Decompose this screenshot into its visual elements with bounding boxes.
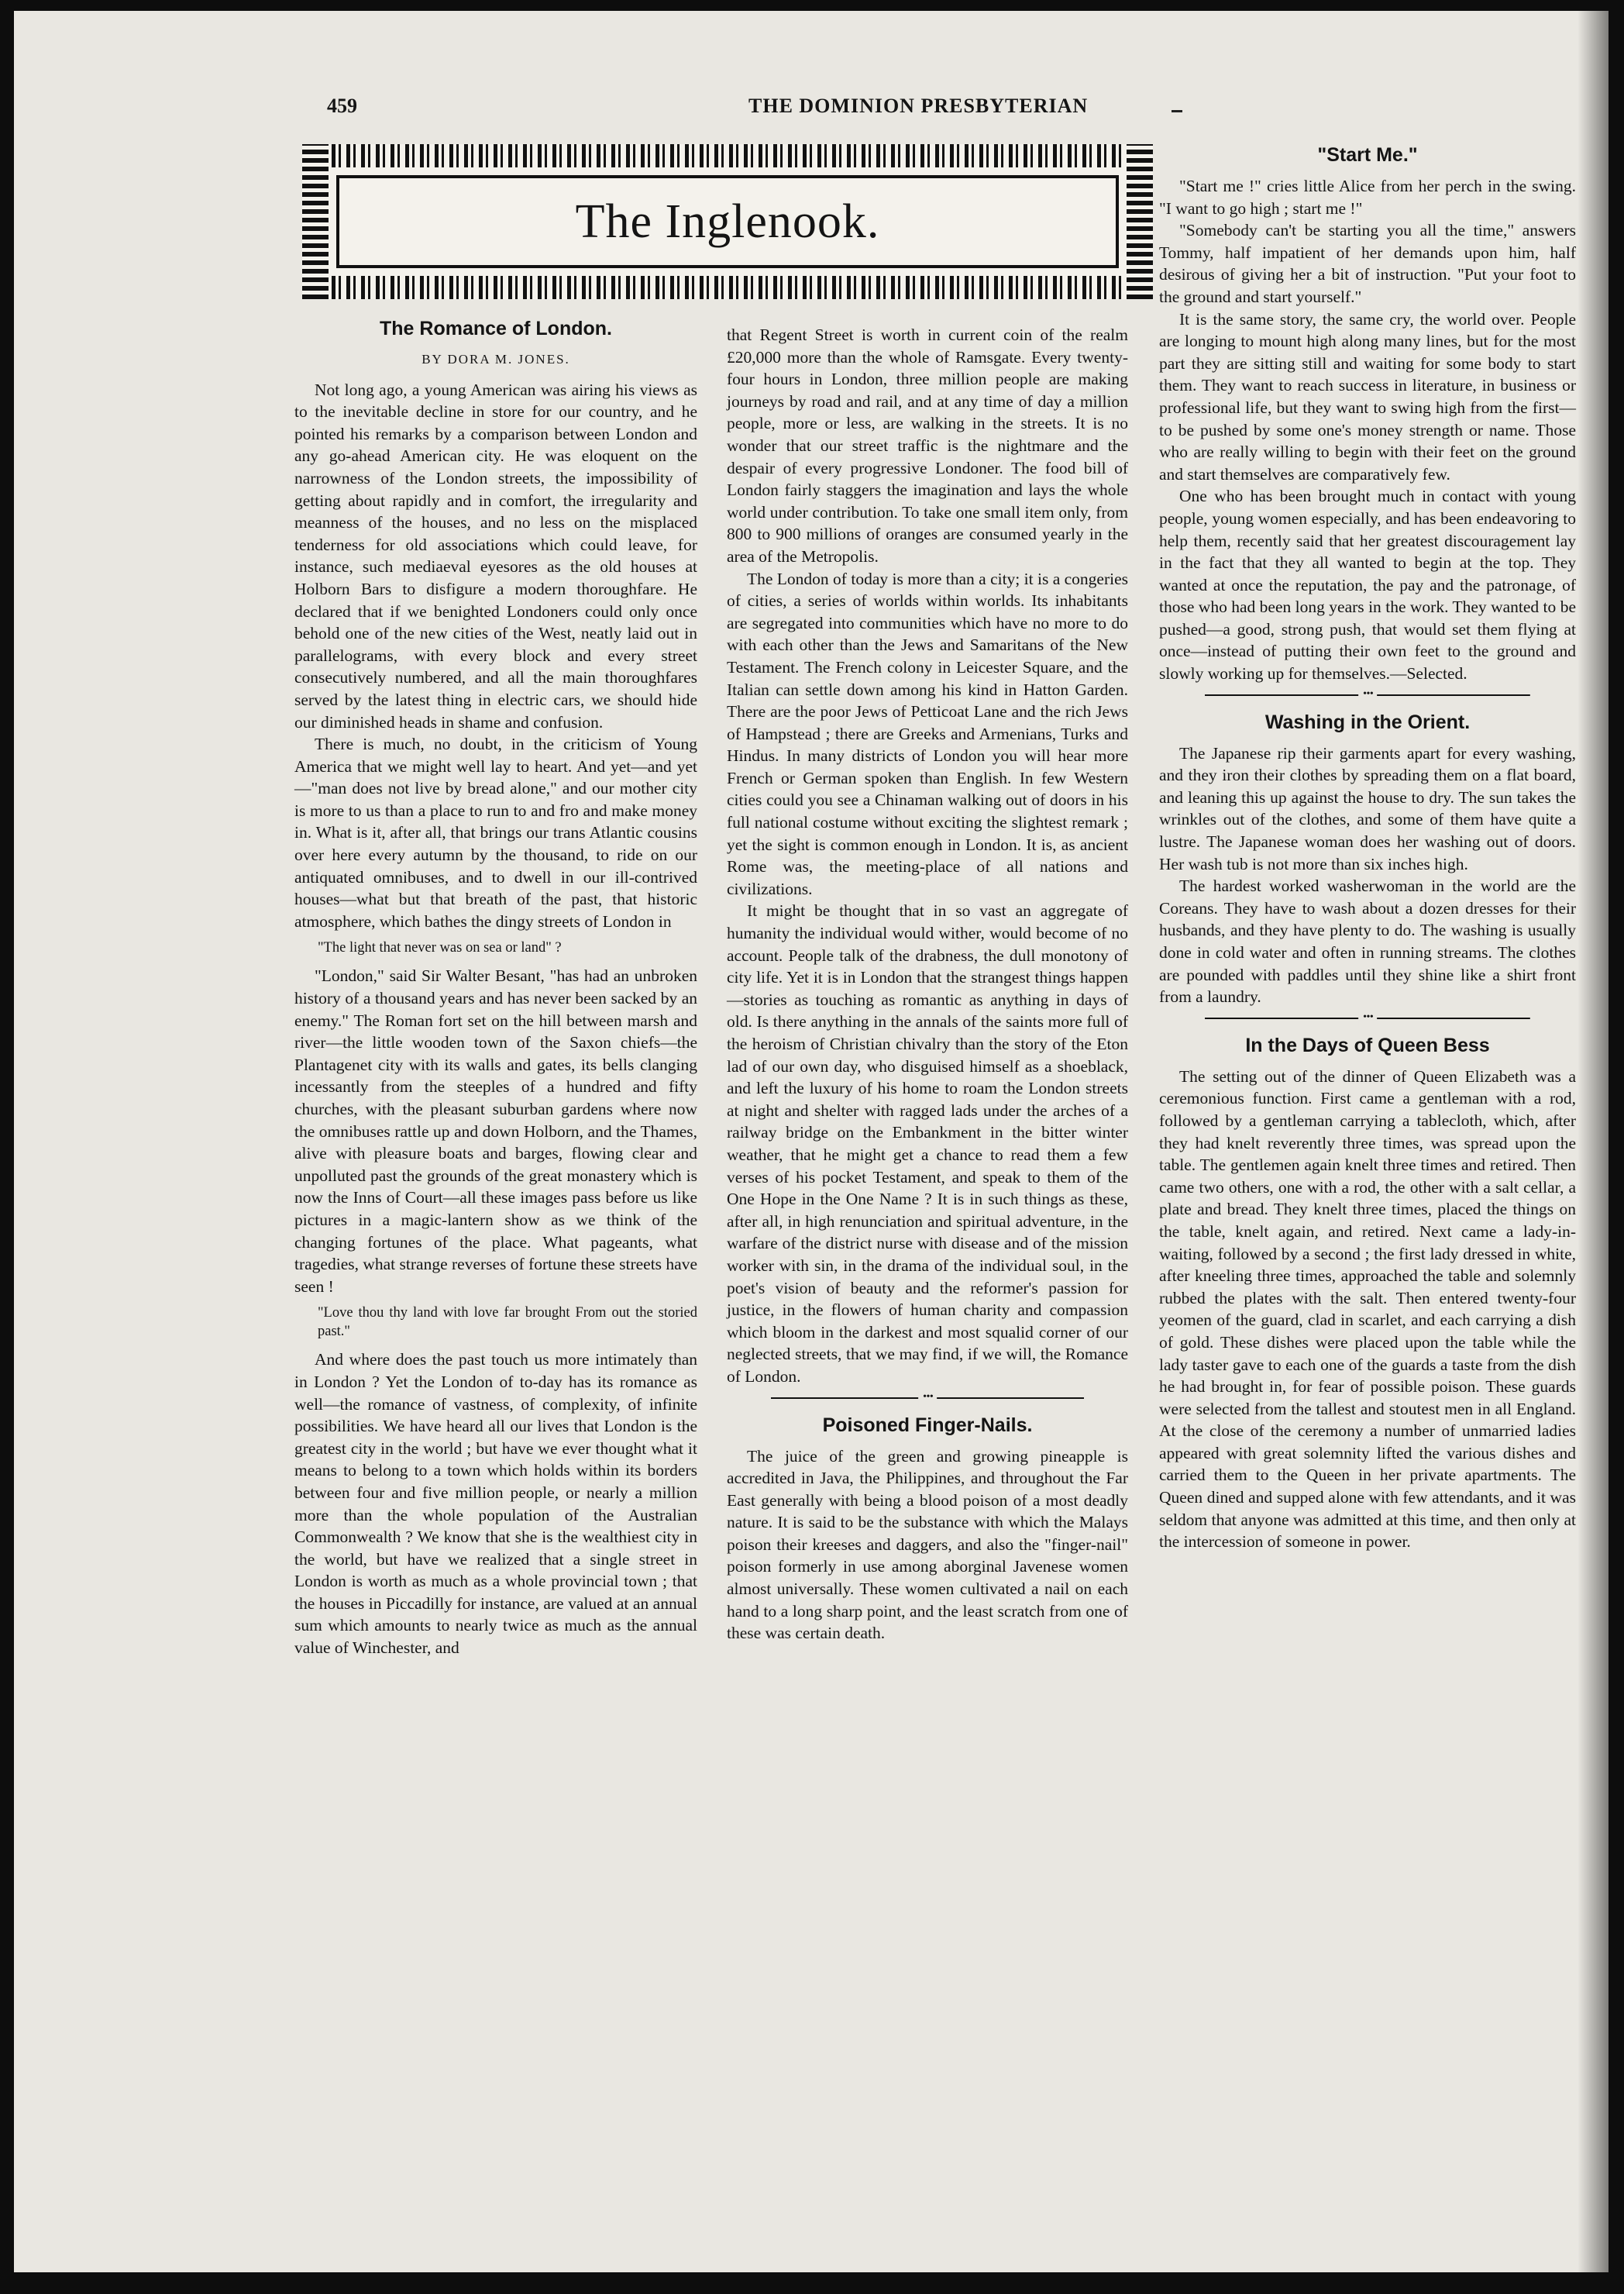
paragraph: The juice of the green and growing pineapple is accredited in Java, the Philippines, and throughout the Far East generally with being a blood poison of a most deadly nature. It is said to be the substance with which the Malays poison their kreeses and daggers, and also the "finger-nail" poison formerly in use among aborginal Javenese women almost universally. These women cultivated a nail on each hand to a long sharp point, and the least scratch from one of these was certain death. bbox=[727, 1446, 1128, 1643]
paragraph: The setting out of the dinner of Queen Elizabeth was a ceremonious function. First came a gentleman with a rod, followed by a gentleman carrying a tablecloth, which, after they had knelt reverently three times, was spread upon the table. The gentlemen again knelt three times and retired. Then came two others, one with a rod, the other with a salt cellar, a plate and bread. They knelt three times, placed the things on the table, knelt again, and retired. Next came a lady-in-waiting, followed by a second ; the first lady dressed in white, after kneeling three times, approached the table and solemnly rubbed the plates with the salt. Then entered twenty-four yeomen of the guard, clad in scarlet, and each carrying a dish of gold. These dishes were placed upon the table while the lady taster gave to each one of the guards a taste from the dish he had brought in, for fear of possible poison. These guards were selected from the tallest and stoutest men in all England. At the close of the ceremony a number of unmarried ladies appeared with great solemnity lifted the various dishes and carried them to the Queen in her private apartments. The Queen dined and supped alone with few attendants, and it was seldom that anyone was admitted at this time, and then only at the intercession of someone in power. bbox=[1159, 1066, 1576, 1552]
paragraph: It might be thought that in so vast an aggregate of humanity the individual would wither, would become of no account. People talk of the drabness, the dull monotony of city life. Yet it is in London that the strangest things happen—stories as touching as romantic as anything in days of old. Is there anything in the annals of the saints more full of the heroism of Christian chivalry than the story of the Eton lad of our own day, who disguised himself as a shoeblack, and left the luxury of his home to roam the London streets at night and shelter with ragged lads under the arches of a railway bridge on the Embankment in the bitter winter weather, that he might get a chance to read them a few verses of his pocket Testament, and speak to them of the One Hope in the One Name ? It is in such things as these, after all, in high renunciation and spiritual adventure, in the warfare of the district nurse with disease and of the mission worker with sin, in the drama of the individual soul, in the poet's vision of beauty and the reformer's passion for justice, in the flowers of human charity and compassion which bloom in the darkest and most squalid corner of our neglected streets, that we may find, if we will, the Romance of London. bbox=[727, 901, 1128, 1386]
section-divider bbox=[1205, 690, 1530, 701]
paragraph: that Regent Street is worth in current coin of the realm £20,000 more than the whole of Ramsgate. Every twenty-four hours in London, three million people are making journeys by road and rail, and at any time of day a million people, more or less, are walking in the streets. It is no wonder that our street traffic is the nightmare and the despair of every progressive Londoner. The food bill of London fairly staggers the imagination and lays the whole world under contribution. To take one small item only, from 800 to 900 millions of oranges are consumed yearly in the area of the Metropolis. bbox=[727, 326, 1128, 566]
paragraph: The Japanese rip their garments apart for every washing, and they iron their clothes by spreading them on a flat board, and leaning this up against the house to dry. The sun takes the wrinkles out of the clothes, and some of them have quite a lustre. The Japanese woman does her washing out of doors. Her wash tub is not more than six inches high. bbox=[1159, 743, 1576, 873]
article-byline: BY DORA M. JONES. bbox=[421, 352, 570, 367]
paragraph: There is much, no doubt, in the criticism of Young America that we might well lay to heart. And yet—and yet—"man does not live by bread alone," and our mother city is more to us than a place to run to and fro and make money in. What is it, after all, that brings our trans Atlantic cousins over here every autumn by the thousand, to ride on our antiquated omnibuses, and to dwell in our ill-contrived houses—what but that breath of the past, that historic atmosphere, which bathes the dingy streets of London in bbox=[294, 735, 697, 931]
ornamental-border-left bbox=[302, 144, 329, 299]
header-mark bbox=[1172, 110, 1182, 112]
section-banner bbox=[302, 144, 1153, 299]
paragraph: Not long ago, a young American was airing his views as to the inevitable decline in store for our country, and he pointed his remarks by a comparison between London and any go-ahead American city. He was eloquent on the narrowness of the London streets, the impossibility of getting about rapidly and in comfort, the irregularity and meanness of the houses, and no less on the misplaced tenderness for old associations which could leave, for instance, such mediaeval eyesores as the old houses at Holborn Bars to disfigure a modern thoroughfare. He declared that if we benighted Londoners could only once behold one of the new cities of the West, neatly laid out in parallelograms, with every block and every street consecutively numbered, and all the main thoroughfares served by the latest thing in electric cars, we should hide our diminished heads in shame and confusion. bbox=[294, 380, 697, 732]
ornamental-border-bottom bbox=[302, 276, 1153, 299]
banner-frame bbox=[336, 175, 1119, 268]
paragraph: The London of today is more than a city; it is a congeries of cities, a series of worlds within worlds. Its inhabitants are segregated into communities which have no more to do with each other than the Jews and Samaritans of the New Testament. The French colony in Leicester Square, and the Italian can settle down among his kind in Hatton Garden. There are the poor Jews of Petticoat Lane and the rich Jews of Hampstead ; there are Greeks and Armenians, Turks and Hindus. In many districts of London you will hear more French or German spoken than English. In few Western cities could you see a Chinaman walking out of doors in his full national costume without exciting the slightest remark ; yet the sight is common enough in London. It is, as ancient Rome was, the meeting-place of all nations and civilizations. bbox=[727, 569, 1128, 898]
column-3 bbox=[1159, 143, 1576, 1553]
quotation: "Love thou thy land with love far brought From out the storied past." bbox=[318, 1305, 697, 1340]
article-title-romance: The Romance of London. bbox=[380, 318, 612, 339]
section-title: The Inglenook. bbox=[575, 195, 880, 248]
paragraph: One who has been brought much in contact with young people, young women especially, and has been endeavoring to help them, recently said that her greatest discouragement lay in the fact that they all wanted to begin at the top. They wanted at once the reputation, the pay and the patronage, of those who had been long years in the work. They wanted to be pushed—a good, strong push, that would set them flying at once—instead of putting their own feet to the ground and slowly working up for themselves.—Selected. bbox=[1159, 487, 1576, 684]
page-number: 459 bbox=[327, 95, 357, 117]
article-title-washing: Washing in the Orient. bbox=[1264, 711, 1471, 733]
paragraph: And where does the past touch us more intimately than in London ? Yet the London of to-day has its romance as well—the romance of vastness, of complexity, of infinite possibilities. We have heard all our lives that London is the greatest city in the world ; but have we ever thought what it means to belong to a town which holds within its borders between four and five million people, or nearly a million more than the whole population of the Australian Commonwealth ? We know that she is the wealthiest city in the world, but have we realized that a single street in London is worth as much as a whole provincial town ; that the houses in Piccadilly for instance, are valued at an annual sum which amounts to nearly twice as much as the annual value of Winchester, and bbox=[294, 1350, 697, 1658]
paragraph: "Somebody can't be starting you all the time," answers Tommy, half impatient of her demands upon him, half desirous of giving her a bit of instruction. "Put your foot to the ground and start yourself." bbox=[1159, 221, 1576, 306]
newspaper-page bbox=[14, 11, 1609, 2272]
ornamental-border-top bbox=[302, 144, 1153, 167]
paragraph: "Start me !" cries little Alice from her perch in the swing. "I want to go high ; start me !" bbox=[1159, 177, 1576, 218]
section-divider bbox=[771, 1393, 1084, 1404]
paragraph: It is the same story, the same cry, the world over. People are longing to mount high along many lines, but for the most part they are sitting still and waiting for some body to start them. They want to reach success in literature, in business or professional life, but they want to swing high from the first—to be pushed by some one's money strength or name. Those who are really willing to begin with their feet on the ground and start themselves are comparatively few. bbox=[1159, 309, 1576, 484]
article-title-poisoned: Poisoned Finger-Nails. bbox=[822, 1414, 1033, 1436]
quotation: "The light that never was on sea or land" ? bbox=[318, 940, 562, 956]
column-1 bbox=[294, 316, 697, 1659]
ornamental-border-right bbox=[1127, 144, 1153, 299]
paragraph: "London," said Sir Walter Besant, "has had an unbroken history of a thousand years and has never been sacked by an enemy." The Roman fort set on the hill between marsh and river—the little wooden town of the Saxon chiefs—the Plantagenet city with its walls and gates, its bells clanging incessantly from the steeples of a hundred and fifty churches, with the pleasant suburban gardens where now the omnibuses rattle up and down Holborn, and the Thames, alive with pleasure boats and barges, flowing clear and unpolluted past the grounds of the great monastery which is now the Inns of Court—all these images pass before us like pictures in a magic-lantern show as we think of the changing fortunes of the place. What pageants, what tragedies, what strange reverses of fortune these streets have seen ! bbox=[294, 966, 697, 1296]
column-2 bbox=[727, 324, 1128, 1645]
paragraph: The hardest worked washerwoman in the world are the Coreans. They have to wash about a dozen dresses for their husbands, and they have plenty to do. The washing is usually done in cold water and often in running streams. The clothes are pounded with paddles until they shine like a shirt front from a laundry. bbox=[1159, 877, 1576, 1007]
section-divider bbox=[1205, 1013, 1530, 1024]
article-title-start-me: "Start Me." bbox=[1317, 144, 1418, 166]
publication-title: THE DOMINION PRESBYTERIAN bbox=[748, 95, 1089, 117]
article-title-queen-bess: In the Days of Queen Bess bbox=[1245, 1034, 1490, 1056]
